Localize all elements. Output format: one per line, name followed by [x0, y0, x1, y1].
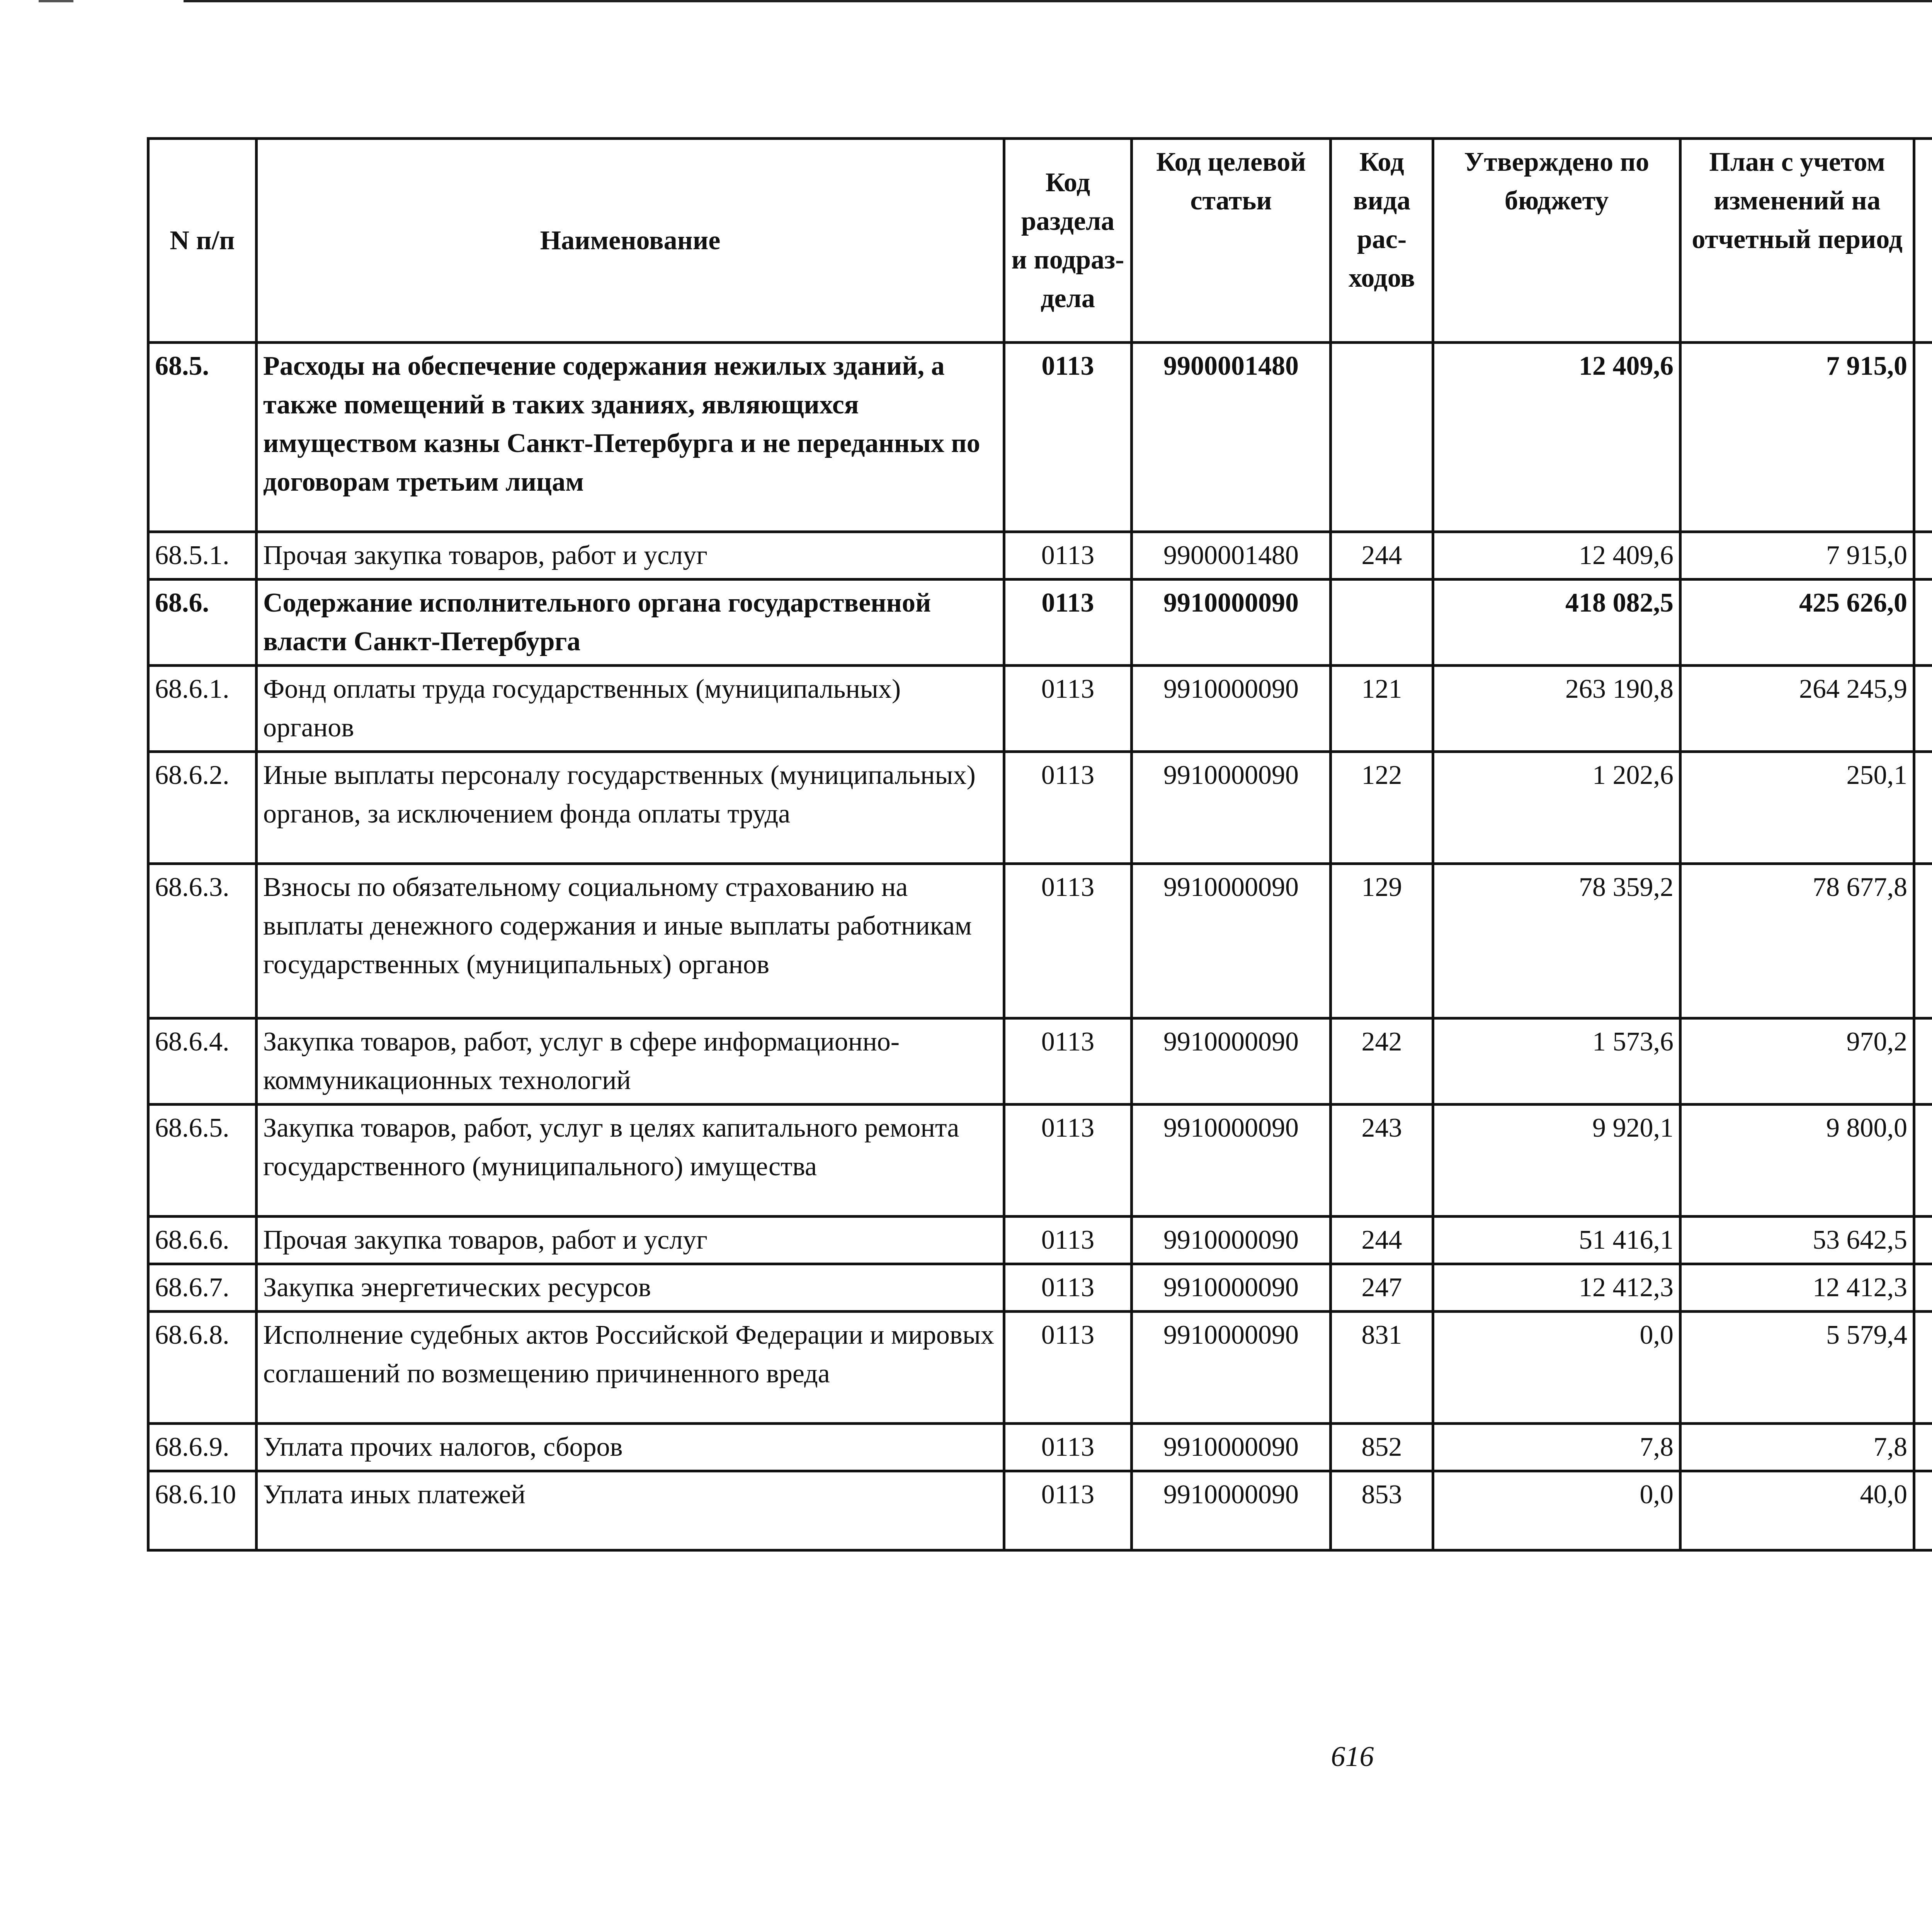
row-executed: [1914, 1312, 1932, 1424]
row-plan: 970,2: [1680, 1018, 1914, 1105]
row-section-code: 0113: [1004, 1424, 1132, 1471]
row-plan: 9 800,0: [1680, 1105, 1914, 1217]
row-type-code: [1331, 580, 1433, 666]
row-target-code: 9900001480: [1132, 532, 1331, 580]
row-target-code: 9910000090: [1132, 1312, 1331, 1424]
row-type-code: 853: [1331, 1471, 1433, 1550]
row-section-code: 0113: [1004, 752, 1132, 864]
top-edge-mark: [39, 0, 73, 2]
top-rule: [184, 0, 1932, 2]
header-type-code: Код вида рас-ходов: [1331, 139, 1433, 343]
row-type-code: 831: [1331, 1312, 1433, 1424]
row-executed: [1914, 1105, 1932, 1217]
row-executed: [1914, 343, 1932, 532]
row-number: 68.5.: [148, 343, 257, 532]
row-number: 68.6.8.: [148, 1312, 257, 1424]
row-target-code: 9910000090: [1132, 864, 1331, 1018]
row-number: 68.6.3.: [148, 864, 257, 1018]
row-target-code: 9900001480: [1132, 343, 1331, 532]
row-section-code: 0113: [1004, 666, 1132, 752]
row-number: 68.6.6.: [148, 1217, 257, 1264]
table-row: [148, 1264, 1932, 1312]
row-target-code: 9910000090: [1132, 1018, 1331, 1105]
header-plan: План с учетом изменений на отчетный период: [1680, 139, 1914, 343]
row-plan: 425 626,0: [1680, 580, 1914, 666]
row-approved: 1 202,6: [1433, 752, 1680, 864]
row-number: 68.6.7.: [148, 1264, 257, 1312]
row-executed: [1914, 1018, 1932, 1105]
row-section-code: 0113: [1004, 1018, 1132, 1105]
row-section-code: 0113: [1004, 532, 1132, 580]
table-row: [148, 343, 1932, 532]
row-type-code: 244: [1331, 532, 1433, 580]
row-target-code: 9910000090: [1132, 1105, 1331, 1217]
row-target-code: 9910000090: [1132, 1264, 1331, 1312]
row-name: Уплата прочих налогов, сборов: [257, 1424, 1004, 1471]
row-target-code: 9910000090: [1132, 666, 1331, 752]
row-plan: 7 915,0: [1680, 532, 1914, 580]
row-name: Прочая закупка товаров, работ и услуг: [257, 1217, 1004, 1264]
row-plan: 264 245,9: [1680, 666, 1914, 752]
row-executed: [1914, 666, 1932, 752]
row-target-code: 9910000090: [1132, 1217, 1331, 1264]
row-approved: 0,0: [1433, 1471, 1680, 1550]
row-number: 68.6.4.: [148, 1018, 257, 1105]
row-name: Закупка товаров, работ, услуг в сфере информационно-коммуникационных технологий: [257, 1018, 1004, 1105]
table-row: [148, 1105, 1932, 1217]
row-number: 68.6.: [148, 580, 257, 666]
table-row: [148, 752, 1932, 864]
row-section-code: 0113: [1004, 1312, 1132, 1424]
row-name: Иные выплаты персоналу государственных (муниципальных) органов, за исключением фонда оплаты труда: [257, 752, 1004, 864]
row-approved: 263 190,8: [1433, 666, 1680, 752]
row-plan: 7,8: [1680, 1424, 1914, 1471]
header-approved: Утверждено по бюджету: [1433, 139, 1680, 343]
row-type-code: 852: [1331, 1424, 1433, 1471]
table-row: [148, 1312, 1932, 1424]
row-approved: 12 412,3: [1433, 1264, 1680, 1312]
row-plan: 250,1: [1680, 752, 1914, 864]
row-executed: [1914, 532, 1932, 580]
row-executed: [1914, 1471, 1932, 1550]
row-section-code: 0113: [1004, 1471, 1132, 1550]
table-row: [148, 1217, 1932, 1264]
table-row: [148, 1471, 1932, 1550]
row-executed: [1914, 1424, 1932, 1471]
row-target-code: 9910000090: [1132, 1471, 1331, 1550]
table-row: [148, 1018, 1932, 1105]
row-approved: 12 409,6: [1433, 532, 1680, 580]
row-type-code: 129: [1331, 864, 1433, 1018]
row-approved: 9 920,1: [1433, 1105, 1680, 1217]
row-section-code: 0113: [1004, 864, 1132, 1018]
header-num: N п/п: [148, 139, 257, 343]
page-number: 616: [1331, 1741, 1374, 1773]
row-name: Расходы на обеспечение содержания нежилых зданий, а также помещений в таких зданиях, являющихся имуществом казны Санкт-Петербурга и не переданных по договорам третьим лицам: [257, 343, 1004, 532]
row-name: Закупка товаров, работ, услуг в целях капитального ремонта государственного (муниципального) имущества: [257, 1105, 1004, 1217]
table-row: [148, 580, 1932, 666]
row-number: 68.6.9.: [148, 1424, 257, 1471]
row-approved: 78 359,2: [1433, 864, 1680, 1018]
row-executed: [1914, 864, 1932, 1018]
row-executed: [1914, 580, 1932, 666]
table-row: [148, 864, 1932, 1018]
table-body: [148, 343, 1932, 1550]
row-section-code: 0113: [1004, 1217, 1132, 1264]
row-section-code: 0113: [1004, 1105, 1132, 1217]
row-name: Фонд оплаты труда государственных (муниципальных) органов: [257, 666, 1004, 752]
row-approved: 1 573,6: [1433, 1018, 1680, 1105]
header-executed: [1914, 139, 1932, 343]
row-approved: 7,8: [1433, 1424, 1680, 1471]
row-executed: [1914, 1217, 1932, 1264]
row-target-code: 9910000090: [1132, 580, 1331, 666]
row-name: Взносы по обязательному социальному страхованию на выплаты денежного содержания и иные выплаты работникам государственных (муниципальных) органов: [257, 864, 1004, 1018]
row-target-code: 9910000090: [1132, 752, 1331, 864]
row-executed: [1914, 1264, 1932, 1312]
row-section-code: 0113: [1004, 343, 1132, 532]
row-name: Исполнение судебных актов Российской Федерации и мировых соглашений по возмещению причиненного вреда: [257, 1312, 1004, 1424]
row-name: Уплата иных платежей: [257, 1471, 1004, 1550]
row-approved: 418 082,5: [1433, 580, 1680, 666]
row-type-code: [1331, 343, 1433, 532]
row-type-code: 242: [1331, 1018, 1433, 1105]
row-approved: 51 416,1: [1433, 1217, 1680, 1264]
header-name: Наименование: [257, 139, 1004, 343]
row-number: 68.6.1.: [148, 666, 257, 752]
row-type-code: 247: [1331, 1264, 1433, 1312]
table-row: [148, 666, 1932, 752]
row-name: Прочая закупка товаров, работ и услуг: [257, 532, 1004, 580]
header-section-code: Код раздела и подраз-дела: [1004, 139, 1132, 343]
table-row: [148, 1424, 1932, 1471]
row-approved: 0,0: [1433, 1312, 1680, 1424]
row-approved: 12 409,6: [1433, 343, 1680, 532]
row-name: Закупка энергетических ресурсов: [257, 1264, 1004, 1312]
row-target-code: 9910000090: [1132, 1424, 1331, 1471]
table-row: [148, 532, 1932, 580]
row-number: 68.6.2.: [148, 752, 257, 864]
row-plan: 5 579,4: [1680, 1312, 1914, 1424]
row-plan: 7 915,0: [1680, 343, 1914, 532]
row-type-code: 244: [1331, 1217, 1433, 1264]
row-type-code: 121: [1331, 666, 1433, 752]
row-section-code: 0113: [1004, 1264, 1132, 1312]
row-number: 68.6.10: [148, 1471, 257, 1550]
row-section-code: 0113: [1004, 580, 1132, 666]
row-number: 68.5.1.: [148, 532, 257, 580]
header-target-code: Код целевой статьи: [1132, 139, 1331, 343]
row-type-code: 122: [1331, 752, 1433, 864]
row-number: 68.6.5.: [148, 1105, 257, 1217]
budget-table: [147, 137, 1932, 1552]
row-plan: 12 412,3: [1680, 1264, 1914, 1312]
row-executed: [1914, 752, 1932, 864]
row-name: Содержание исполнительного органа государственной власти Санкт-Петербурга: [257, 580, 1004, 666]
row-type-code: 243: [1331, 1105, 1433, 1217]
row-plan: 53 642,5: [1680, 1217, 1914, 1264]
row-plan: 78 677,8: [1680, 864, 1914, 1018]
row-plan: 40,0: [1680, 1471, 1914, 1550]
